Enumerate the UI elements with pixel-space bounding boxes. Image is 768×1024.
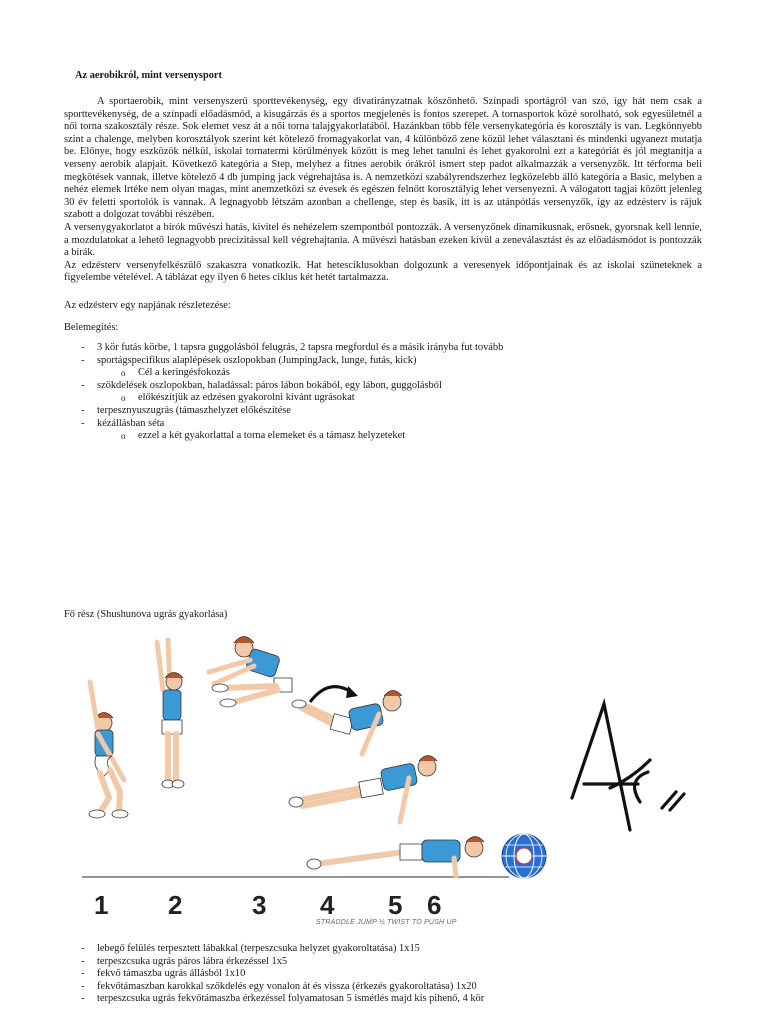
paragraph-judging: A versenygyakorlatot a bírók művészi hatás, kivitel és nehézelem szempontból pontozzák. A versenyzőnek dinamikusnak, erősnek, gyorsnak kell lennie, a mozdulatokat a lehető legnagyobb precizitással kell végrehajtania. A művészi hatásban ezeken kívül a zeneválasztást és az előadásmódot is pontozzák a bírák. bbox=[64, 221, 702, 259]
figure-step-3 bbox=[209, 637, 292, 708]
twist-arrowhead bbox=[346, 686, 358, 698]
warmup-subitem: o Cél a keringésfokozás bbox=[64, 367, 704, 380]
warmup-item: - 3 kör futás körbe, 1 tapsra guggolásból felugrás, 2 tapsra megfordul és a másik irányba fut tovább bbox=[64, 342, 704, 355]
main-part-item: - fekvőtámaszban karokkal szökdelés egy vonalon át és vissza (érkezés gyakoroltatása) 1x20 bbox=[64, 981, 704, 994]
warmup-subitem: o előkészítjük az edzésen gyakorolni kívánt ugrásokat bbox=[64, 392, 704, 405]
warmup-subitem: o ezzel a két gyakorlattal a torna elemeket és a támasz helyzeteket bbox=[64, 430, 704, 443]
document-title: Az aerobikról, mint versenysport bbox=[75, 70, 222, 81]
figure-caption: STRADDLE JUMP ½ TWIST TO PUSH UP bbox=[316, 919, 457, 926]
step-number-5: 5 bbox=[388, 890, 403, 920]
main-part-item: - fekvő támaszba ugrás állásból 1x10 bbox=[64, 968, 704, 981]
figure-step-4 bbox=[292, 691, 402, 755]
warmup-item: - sportágspecifikus alaplépések oszlopokban (JumpingJack, lunge, futás, kick) bbox=[64, 355, 704, 368]
step-number-4: 4 bbox=[320, 890, 335, 920]
fig-globe-logo bbox=[502, 834, 546, 878]
step-number-6: 6 bbox=[427, 890, 442, 920]
warmup-item: - terpesznyuszugrás (támaszhelyzet előkészítése bbox=[64, 405, 704, 418]
warmup-list bbox=[64, 342, 704, 443]
paragraph-training-plan: Az edzésterv versenyfelkészülő szakaszra vonatkozik. Hat hetesciklusokban dolgozunk a veresenyek időpontjainak és az iskolai szüneteknek a figyelembe vételével. A táblázat egy ilyen 6 hetes ciklus két hetét tartalmazza. bbox=[64, 259, 702, 284]
jump-sequence-illustration bbox=[64, 630, 704, 930]
step-number-1: 1 bbox=[94, 890, 109, 920]
main-part-item: - lebegő felülés terpesztett lábakkal (terpeszcsuka helyzet gyakoroltatása) 1x15 bbox=[64, 943, 704, 956]
main-part-heading: Fő rész (Shushunova ugrás gyakorlása) bbox=[64, 609, 228, 620]
intro-text bbox=[64, 96, 702, 285]
step-number-2: 2 bbox=[168, 890, 183, 920]
main-part-item: - terpeszcsuka ugrás páros lábra érkezéssel 1x5 bbox=[64, 956, 704, 969]
figure-step-6 bbox=[307, 837, 484, 877]
warmup-item: - kézállásban séta bbox=[64, 418, 704, 431]
paragraph-sport-description: A sportaerobik, mint versenyszerű sporttevékenység, egy divatirányzatnak köszönhető. Színpadi sportágról van szó, így hát nem csak a sporttevékenység, de a színpadi előadásmód, a kisugárzás és a sportos megjelenés is fontos szerepet. A tornasportok közé sorolható, sok egyesületnél a női torna szakosztály része. Sok elemet vesz át a női torna talajgyakorlatából. Hazánkban több féle versenykategória és korosztály is van. Legkönnyebb szint a chalenge, melyben korosztályok szerint két kötelező fromagyakorlat van, 4 különböző zene közül lehet választani és mindenki ugyanezt mutatja be. Előnye, hogy eszközök nélkül, iskolai tornatermi körülmények között is meg lehet tanulni és lehet gyakorolni ezt a kategóriát és jól megtanítja a verseny aerobik alapjait. Következő kategória a Step, melyhez a fitnes aerobik órákról ismert step padot alkalmazzák a versenyzők. Itt térforma beli megkötések vannak, illetve kötelező 4 db jumping jack végrehajtása is. A nemzetközi szabályrendszerhez legközelebb álló kategória a Basic, melyben a nehéz elemek lrtéke nem olyan magas, mint anemzetközi sz évesek és egészen felnőtt korosztályig lehet versenyezni. A válogatott tagjai között jelenleg 30 év feletti sportolók is vannak. A legnagyobb létszám azonban a chellenge, step és basik, itt is az utánpótlás versenyzők, így az edzésterv is rájuk szabott a dolgozat további részében. bbox=[64, 96, 702, 221]
figure-step-1 bbox=[89, 682, 128, 818]
warmup-heading: Belemegítés: bbox=[64, 322, 119, 333]
main-part-list bbox=[64, 943, 704, 1006]
plan-heading: Az edzésterv egy napjának részletezése: bbox=[64, 300, 231, 311]
step-number-3: 3 bbox=[252, 890, 267, 920]
figure-step-5 bbox=[289, 756, 437, 823]
main-part-item: - terpeszcsuka ugrás fekvőtámaszba érkezéssel folyamatosan 5 ismétlés majd kis pihenő, 4 kör bbox=[64, 993, 704, 1006]
element-notation-symbol bbox=[572, 704, 684, 830]
warmup-item: - szökdelések oszlopokban, haladással: páros lábon bokából, egy lábon, guggolásból bbox=[64, 380, 704, 393]
shushunova-jump-figure bbox=[64, 630, 704, 930]
figure-step-2 bbox=[157, 640, 184, 788]
